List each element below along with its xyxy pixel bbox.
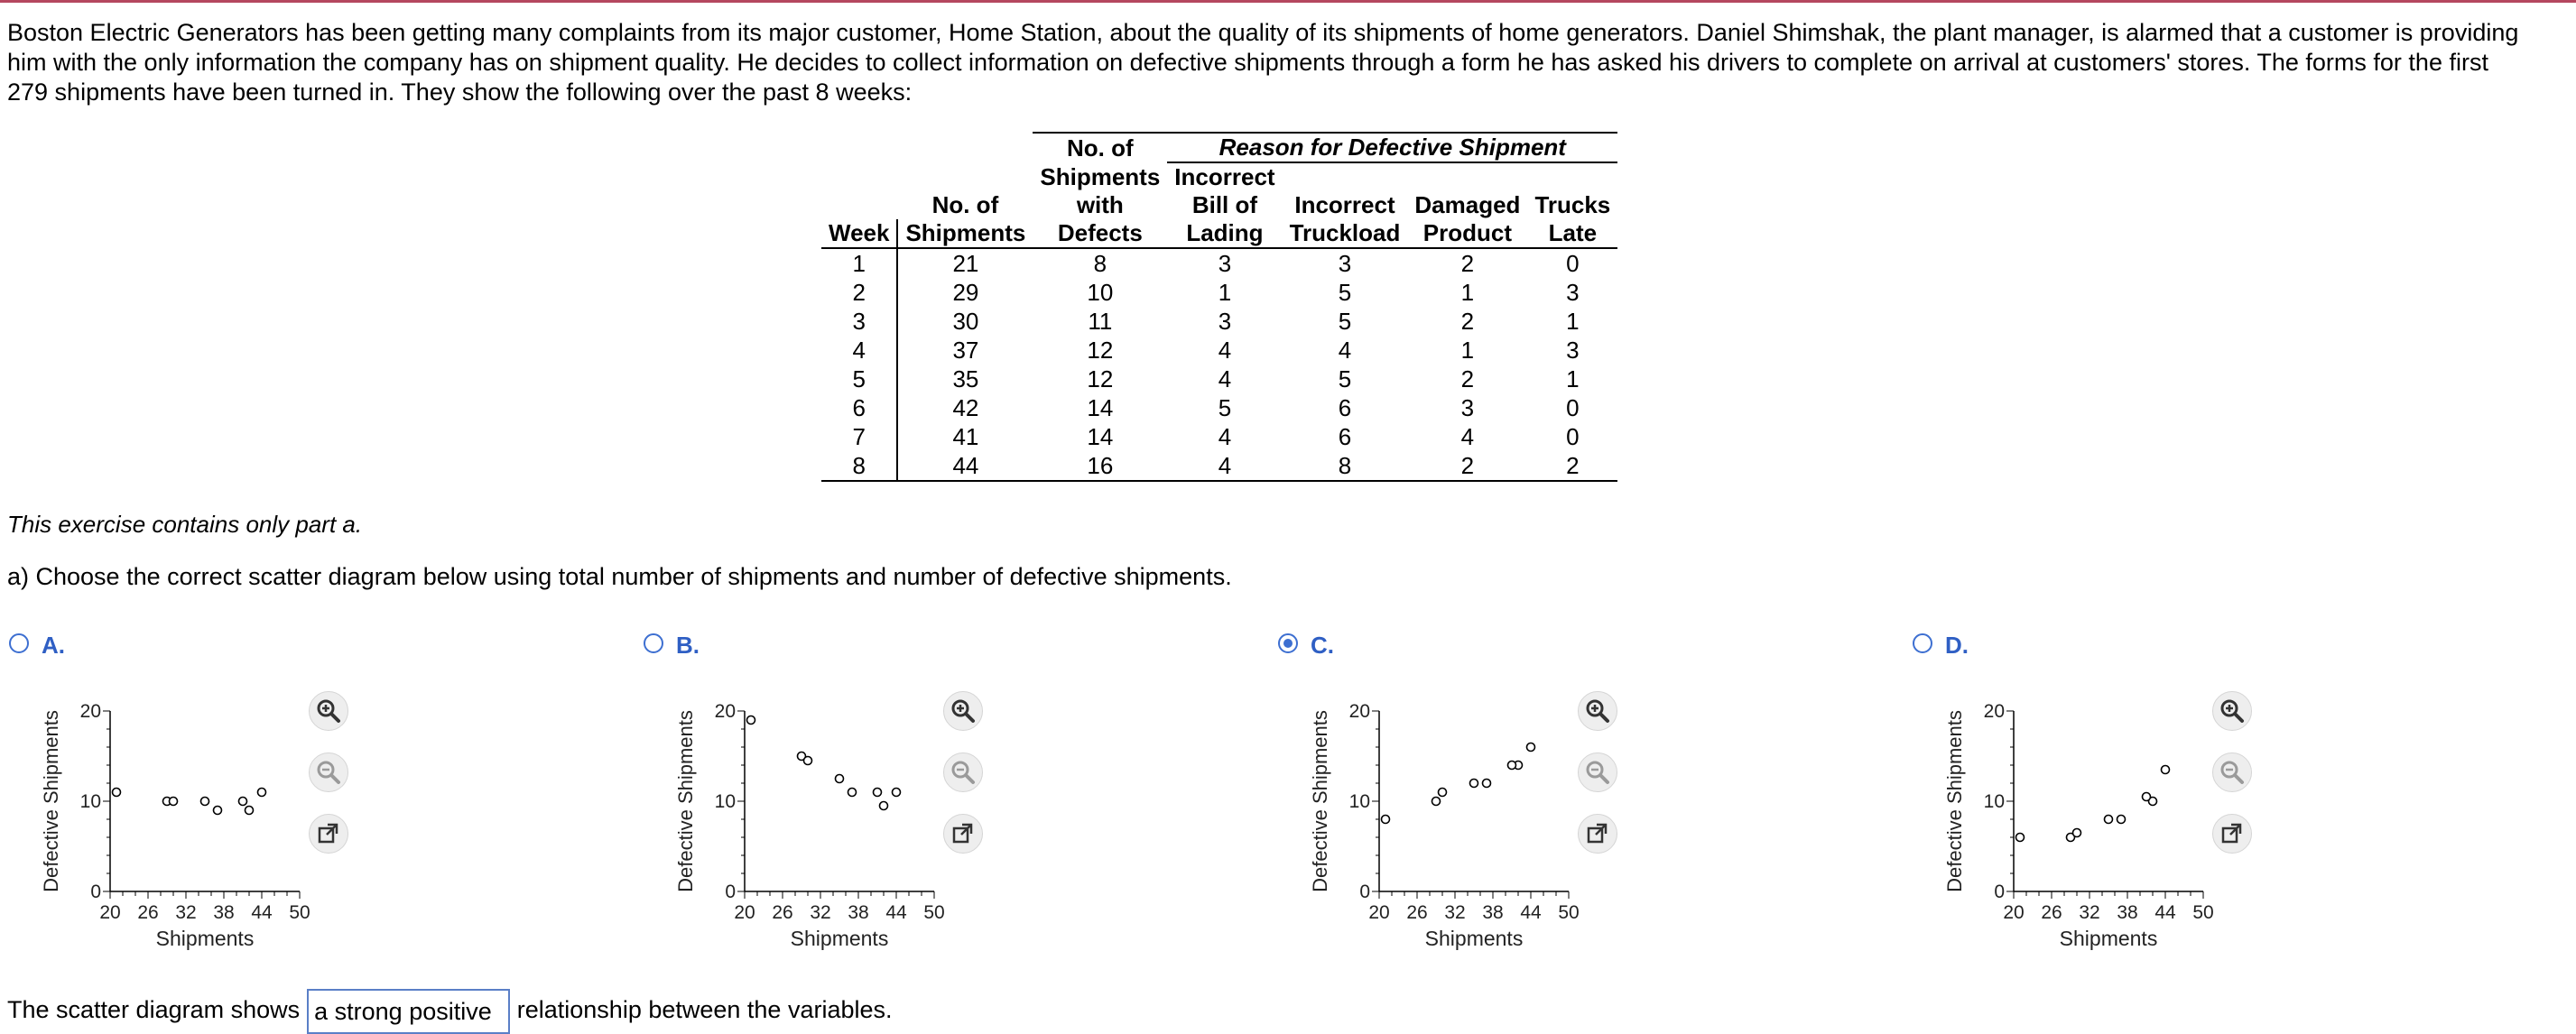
table-cell: 5 (1338, 365, 1352, 392)
scatter-point (2162, 766, 2170, 774)
open-external-icon[interactable] (943, 814, 983, 854)
header-shipments-2: Shipments (905, 219, 1026, 246)
table-cell: 5 (1218, 393, 1232, 421)
choice-c-radio[interactable] (1278, 633, 1298, 653)
x-tick-label: 26 (1406, 902, 1428, 923)
scatter-point (1527, 743, 1535, 752)
choice-letter[interactable]: A. (42, 632, 65, 659)
x-tick-label: 50 (289, 902, 310, 923)
table-row (821, 393, 1617, 422)
header-late-2: Late (1548, 219, 1598, 246)
scatter-point (1470, 780, 1478, 788)
scatter-point (170, 798, 178, 806)
y-axis-label: Defective Shipments (674, 710, 697, 892)
x-tick-label: 20 (99, 902, 121, 923)
table-cell: 11 (1088, 307, 1113, 335)
scatter-point (1432, 798, 1441, 806)
x-tick-label: 20 (734, 902, 755, 923)
zoom-out-icon[interactable] (943, 752, 983, 792)
scatter-point (2117, 816, 2126, 824)
header-damaged-2: Product (1422, 219, 1513, 246)
table-cell: 3 (1566, 278, 1580, 306)
answer-prefix: The scatter diagram shows (7, 996, 301, 1023)
table-cell: 4 (1338, 336, 1352, 364)
scatter-point (893, 789, 901, 797)
table-cell: 7 (821, 422, 897, 451)
table-cell: 2 (1527, 451, 1617, 481)
x-tick-label: 32 (1444, 902, 1466, 923)
scatter-point (246, 807, 254, 815)
choice-c[interactable] (1278, 632, 1657, 956)
y-tick-label: 20 (1983, 701, 2005, 722)
scatter-point (2073, 829, 2081, 837)
y-axis-label: Defective Shipments (1943, 710, 1966, 892)
y-tick-label: 20 (714, 701, 736, 722)
x-tick-label: 38 (213, 902, 235, 923)
x-tick-label: 32 (810, 902, 831, 923)
y-tick-label: 20 (79, 701, 101, 722)
table-row (821, 365, 1617, 393)
x-tick-label: 50 (923, 902, 945, 923)
reason-group-header: Reason for Defective Shipment (1219, 134, 1566, 161)
table-cell: 44 (897, 451, 1033, 481)
table-cell: 0 (1566, 393, 1580, 421)
x-tick-label: 44 (1520, 902, 1542, 923)
choice-b[interactable] (644, 632, 1023, 956)
table-cell: 1 (1460, 336, 1475, 364)
table-cell: 10 (1087, 278, 1114, 306)
shipment-data-table (821, 132, 1617, 482)
scatter-plot-a (36, 686, 310, 983)
table-cell: 35 (952, 365, 979, 392)
header-bill-1: Incorrect (1174, 163, 1275, 190)
table-cell: 4 (1218, 422, 1232, 450)
header-late-1: Trucks (1534, 191, 1611, 218)
x-tick-label: 38 (848, 902, 869, 923)
header-truck-2: Truckload (1289, 219, 1401, 246)
x-tick-label: 50 (1558, 902, 1580, 923)
table-cell: 1 (1460, 278, 1475, 306)
scatter-point (258, 789, 266, 797)
table-cell: 3 (1338, 249, 1352, 277)
choice-b-radio[interactable] (644, 633, 663, 653)
header-defects-2: Shipments (1040, 163, 1161, 190)
table-cell: 1 (821, 248, 897, 278)
header-week: Week (829, 219, 890, 246)
answer-suffix: relationship between the variables. (516, 996, 893, 1023)
x-axis-label: Shipments (790, 927, 889, 950)
y-tick-label: 0 (1994, 882, 2005, 902)
table-cell: 2 (1460, 365, 1475, 392)
scatter-point (1508, 762, 1516, 770)
header-shipments-1: No. of (931, 191, 999, 218)
table-cell: 8 (1093, 249, 1107, 277)
table-cell: 8 (821, 451, 897, 481)
x-tick-label: 26 (137, 902, 159, 923)
exercise-note: This exercise contains only part a. (7, 511, 363, 538)
scatter-plot-c (1305, 686, 1580, 983)
open-external-icon[interactable] (2212, 814, 2252, 854)
y-tick-label: 10 (1983, 791, 2005, 812)
y-tick-label: 20 (1348, 701, 1370, 722)
answer-value: a strong positive (314, 997, 492, 1025)
zoom-in-icon[interactable] (309, 691, 348, 731)
x-tick-label: 32 (2079, 902, 2100, 923)
choice-a-radio[interactable] (9, 633, 29, 653)
x-axis-label: Shipments (2059, 927, 2158, 950)
table-cell: 3 (1566, 336, 1580, 364)
table-row (821, 278, 1617, 307)
x-tick-label: 26 (772, 902, 793, 923)
header-bill-3: Lading (1186, 219, 1264, 246)
x-tick-label: 44 (251, 902, 273, 923)
zoom-out-icon[interactable] (309, 752, 348, 792)
table-cell: 14 (1087, 393, 1114, 421)
y-tick-label: 0 (1359, 882, 1370, 902)
table-cell: 6 (1338, 393, 1352, 421)
scatter-point (880, 802, 888, 810)
header-damaged-1: Damaged (1414, 191, 1521, 218)
scatter-point (836, 775, 844, 783)
y-tick-label: 10 (79, 791, 101, 812)
y-axis-label: Defective Shipments (1309, 710, 1331, 892)
table-cell: 5 (821, 365, 897, 393)
scatter-plot-b (671, 686, 945, 983)
scatter-point (214, 807, 222, 815)
question-text: a) Choose the correct scatter diagram below using total number of shipments and number of defective shipments. (7, 563, 1232, 590)
table-cell: 29 (952, 278, 979, 306)
x-tick-label: 44 (2154, 902, 2176, 923)
zoom-out-icon[interactable] (2212, 752, 2252, 792)
table-cell: 37 (952, 336, 979, 364)
table-cell: 14 (1087, 422, 1114, 450)
table-cell: 3 (1218, 249, 1232, 277)
scatter-point (1483, 780, 1491, 788)
y-tick-label: 0 (725, 882, 736, 902)
table-cell: 2 (1407, 451, 1527, 481)
scatter-point (1439, 789, 1447, 797)
table-cell: 4 (1218, 336, 1232, 364)
table-cell: 41 (952, 422, 979, 450)
x-tick-label: 26 (2041, 902, 2062, 923)
scatter-point (1382, 816, 1390, 824)
scatter-point (874, 789, 882, 797)
table-cell: 4 (821, 336, 897, 365)
x-tick-label: 38 (1482, 902, 1504, 923)
x-axis-label: Shipments (155, 927, 255, 950)
table-cell: 21 (952, 249, 979, 277)
open-external-icon[interactable] (309, 814, 348, 854)
table-row (821, 307, 1617, 336)
scatter-point (747, 716, 755, 725)
table-cell: 4 (1167, 451, 1282, 481)
table-cell: 5 (1338, 307, 1352, 335)
scatter-plot-d (1940, 686, 2214, 983)
table-cell: 1 (1218, 278, 1232, 306)
y-tick-label: 10 (1348, 791, 1370, 812)
zoom-in-icon[interactable] (1578, 691, 1617, 731)
table-cell: 3 (821, 307, 897, 336)
table-cell: 0 (1566, 249, 1580, 277)
choice-a[interactable] (9, 632, 388, 956)
table-cell: 8 (1283, 451, 1408, 481)
y-tick-label: 0 (90, 882, 101, 902)
table-cell: 3 (1218, 307, 1232, 335)
table-cell: 6 (1338, 422, 1352, 450)
table-cell: 12 (1087, 365, 1114, 392)
x-tick-label: 20 (1368, 902, 1390, 923)
y-axis-label: Defective Shipments (40, 710, 62, 892)
table-cell: 30 (952, 307, 979, 335)
x-tick-label: 50 (2192, 902, 2214, 923)
x-axis-label: Shipments (1424, 927, 1524, 950)
choice-letter[interactable]: B. (676, 632, 700, 659)
table-cell: 42 (952, 393, 979, 421)
table-cell: 2 (1460, 307, 1475, 335)
scatter-point (113, 789, 121, 797)
x-tick-label: 44 (885, 902, 907, 923)
scatter-point (2143, 793, 2151, 801)
table-cell: 0 (1566, 422, 1580, 450)
table-cell: 16 (1033, 451, 1167, 481)
header-defects-3: with (1076, 191, 1124, 218)
header-bill-2: Bill of (1191, 191, 1258, 218)
top-accent-rule (0, 0, 2576, 3)
table-cell: 3 (1460, 393, 1475, 421)
answer-sentence (7, 986, 893, 1034)
table-row (821, 248, 1617, 278)
table-cell: 2 (821, 278, 897, 307)
zoom-in-icon[interactable] (943, 691, 983, 731)
x-tick-label: 38 (2117, 902, 2138, 923)
table-row (821, 336, 1617, 365)
table-cell: 12 (1087, 336, 1114, 364)
scatter-point (2105, 816, 2113, 824)
table-cell: 1 (1566, 307, 1580, 335)
header-defects-4: Defects (1057, 219, 1143, 246)
zoom-in-icon[interactable] (2212, 691, 2252, 731)
table-cell: 4 (1218, 365, 1232, 392)
scatter-point (201, 798, 209, 806)
table-cell: 1 (1566, 365, 1580, 392)
table-cell: 4 (1460, 422, 1475, 450)
table-cell: 6 (821, 393, 897, 422)
header-truck-1: Incorrect (1294, 191, 1395, 218)
y-tick-label: 10 (714, 791, 736, 812)
table-cell: 2 (1460, 249, 1475, 277)
x-tick-label: 20 (2003, 902, 2025, 923)
zoom-out-icon[interactable] (1578, 752, 1617, 792)
scatter-point (848, 789, 857, 797)
header-defects-1: No. of (1067, 134, 1134, 162)
choice-letter[interactable]: D. (1945, 632, 1969, 659)
problem-statement: Boston Electric Generators has been getting many complaints from its major customer, Home Station, about the quality of its shipments of home generators. Daniel Shimshak, the plant manager, is alarmed that a customer is providing him with the only information the company has on shipment quality. He decides to collect information on defective shipments through a form he has asked his drivers to complete on arrival at customers' stores. The forms for the first 279 shipments have been turned in. They show the following over the past 8 weeks: (7, 19, 2519, 106)
choice-letter[interactable]: C. (1311, 632, 1334, 659)
x-tick-label: 32 (175, 902, 197, 923)
open-external-icon[interactable] (1578, 814, 1617, 854)
table-row (821, 451, 1617, 481)
choice-d-radio[interactable] (1913, 633, 1932, 653)
answer-dropdown[interactable] (307, 989, 510, 1034)
scatter-point (2016, 834, 2025, 842)
scatter-point (239, 798, 247, 806)
choice-d[interactable] (1913, 632, 2292, 956)
table-row (821, 422, 1617, 451)
table-cell: 5 (1338, 278, 1352, 306)
scatter-point (804, 757, 812, 765)
